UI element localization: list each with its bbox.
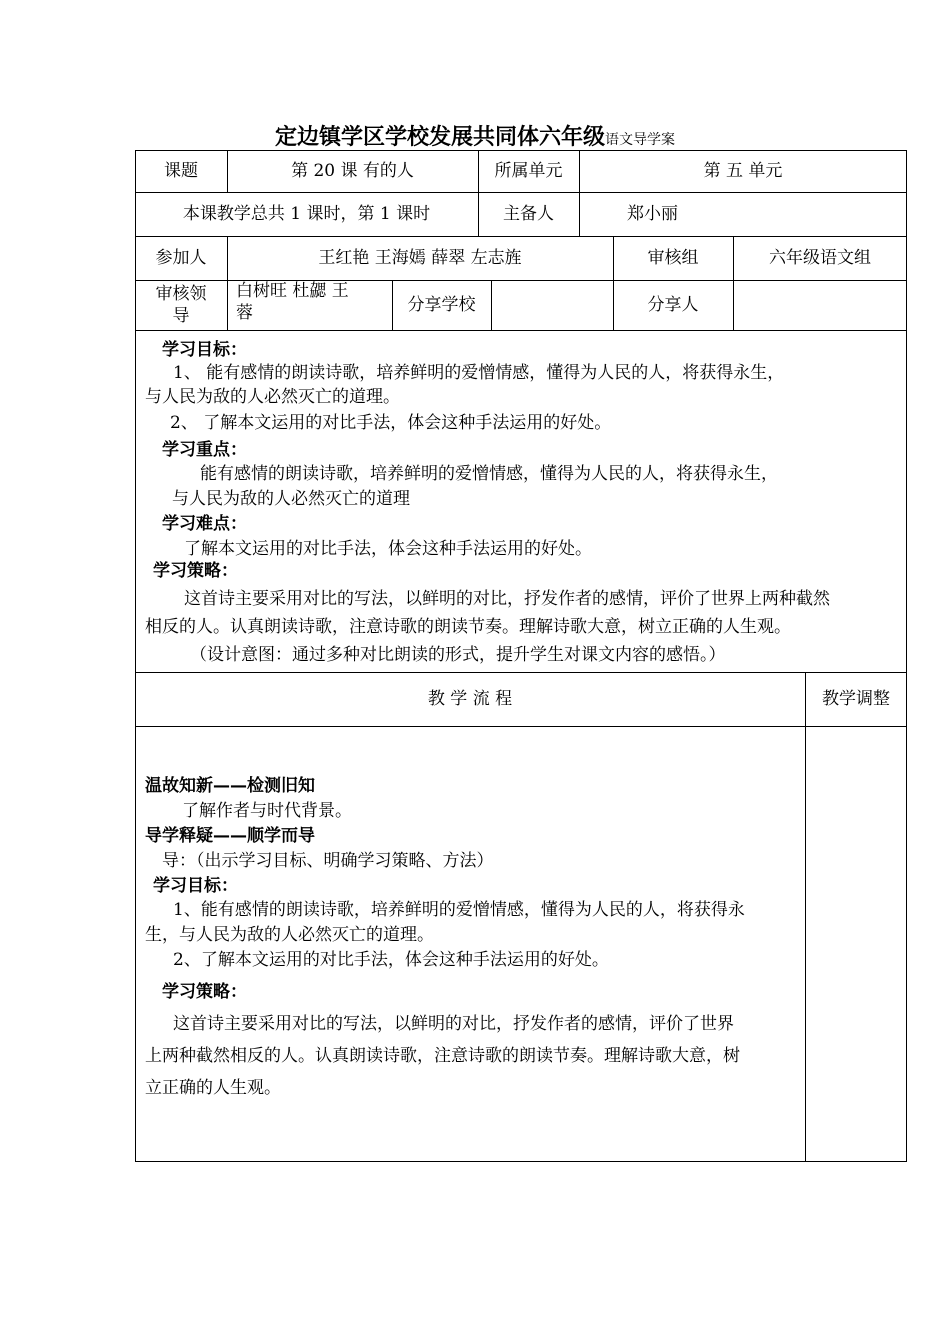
adjust-header: 教学调整 [822,689,890,709]
flow-strategy-line2: 上两种截然相反的人。认真朗读诗歌，注意诗歌的朗读节奏。理解诗歌大意，树 [145,1046,740,1066]
unit-label: 所属单元 [494,161,563,181]
lesson-hours: 本课教学总共 1 课时，第 1 课时 [182,204,431,224]
review-group-value: 六年级语文组 [769,248,871,268]
sharer-value [733,280,907,330]
preparer-value: 郑小丽 [627,204,678,224]
key-points-heading: 学习重点： [162,440,247,460]
difficulties-heading: 学习难点： [162,514,247,534]
review-leader-label [135,280,227,330]
flow-strategy-line3: 立正确的人生观。 [145,1078,281,1098]
participants-value: 王红艳 王海嫣 薛翠 左志旌 [318,248,522,268]
lesson-value: 第 20 课 有的人 [291,161,414,181]
strategy-line2: 相反的人。认真朗读诗歌，注意诗歌的朗读节奏。理解诗歌大意，树立正确的人生观。 [145,617,791,637]
row-divider [135,330,907,331]
document-title [0,120,950,151]
goal-1-line2: 与人民为敌的人必然灭亡的道理。 [145,387,400,407]
review-leader-value-line1: 白树旺 杜勰 王 [236,281,349,301]
goal-2: 2、 了解本文运用的对比手法，体会这种手法运用的好处。 [170,413,612,433]
row-divider [135,726,907,727]
difficulties-line1: 了解本文运用的对比手法，体会这种手法运用的好处。 [184,539,592,559]
review-leader-label-line1: 审核领 [155,284,207,304]
share-school-value [491,280,613,330]
flow-goal-1-line2: 生，与人民为敌的人必然灭亡的道理。 [145,925,434,945]
preparer-label: 主备人 [503,204,554,224]
key-points-line2: 与人民为敌的人必然灭亡的道理 [172,489,410,509]
flow-goal-2: 2、了解本文运用的对比手法，体会这种手法运用的好处。 [173,950,609,970]
title-sub: 语文导学案 [605,132,675,148]
review-leader-value-line2: 蓉 [236,303,253,323]
col-divider [805,672,806,1162]
strategy-heading: 学习策略： [153,561,238,581]
title-main: 定边镇学区学校发展共同体六年级 [274,125,605,150]
lesson-label: 课题 [164,161,198,181]
goals-heading: 学习目标： [162,340,247,360]
flow-goal-1-line1: 1、能有感情的朗读诗歌，培养鲜明的爱憎情感，懂得为人民的人，将获得永 [173,900,745,920]
flow-strategy-line1: 这首诗主要采用对比的写法，以鲜明的对比，抒发作者的感情，评价了世界 [173,1014,734,1034]
review-text: 了解作者与时代背景。 [182,801,352,821]
review-leader-value [236,280,392,330]
participants-label: 参加人 [155,248,207,268]
strategy-design-intent: （设计意图：通过多种对比朗读的形式，提升学生对课文内容的感悟。） [190,645,726,665]
unit-value: 第 五 单元 [703,161,783,181]
review-leader-label-line2: 导 [172,306,190,326]
review-group-label: 审核组 [647,248,699,268]
flow-goals-heading: 学习目标： [153,876,238,896]
goal-1-line1: 1、 能有感情的朗读诗歌，培养鲜明的爱憎情感，懂得为人民的人，将获得永生， [173,363,785,383]
flow-header: 教 学 流 程 [427,689,513,709]
guide-text: 导：（出示学习目标、明确学习策略、方法） [162,851,494,871]
guide-heading: 导学释疑——顺学而导 [145,826,315,846]
flow-strategy-heading: 学习策略： [162,982,247,1002]
review-heading: 温故知新——检测旧知 [145,776,315,796]
share-school-label: 分享学校 [407,295,476,315]
sharer-label: 分享人 [647,295,699,315]
key-points-line1: 能有感情的朗读诗歌，培养鲜明的爱憎情感，懂得为人民的人，将获得永生， [200,464,778,484]
strategy-line1: 这首诗主要采用对比的写法，以鲜明的对比，抒发作者的感情，评价了世界上两种截然 [184,589,830,609]
